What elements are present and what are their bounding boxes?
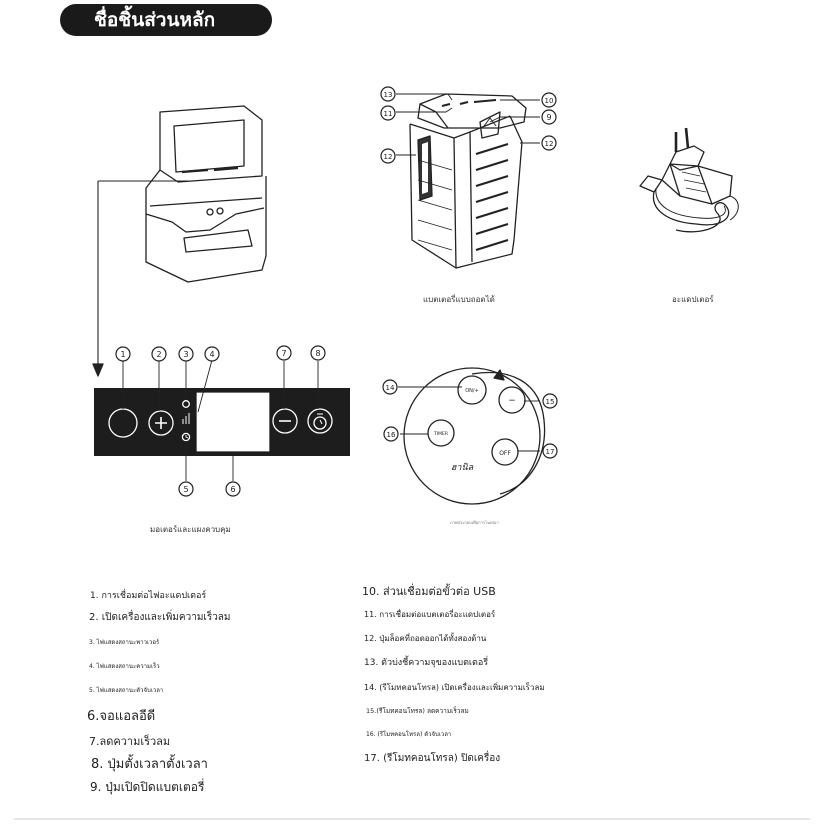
remote-off-label: OFF	[499, 450, 511, 457]
fan-unit-illustration	[146, 106, 266, 282]
callout-8: 8	[315, 349, 321, 358]
list-item-15: 15.(รีโมทคอนโทรล) ลดความเร็วลม	[366, 707, 469, 715]
callout-16: 16	[386, 431, 396, 439]
list-item-8: 8. ปุ่มตั้งเวลาตั้งเวลา	[91, 757, 208, 772]
control-panel-illustration	[94, 388, 350, 456]
list-item-4: 4. ไฟแสดงสถานะความเร็ว	[89, 663, 160, 670]
remote-timer-label: TIMER	[434, 432, 448, 437]
list-item-2: 2. เปิดเครื่องและเพิ่มความเร็วลม	[89, 612, 231, 623]
list-item-12: 12. ปุ่มล็อคที่ถอดออกได้ทั้งสองด้าน	[364, 634, 487, 643]
list-item-7: 7.ลดความเร็วลม	[89, 735, 171, 748]
battery-illustration	[410, 94, 526, 268]
remote-minus-label: −	[508, 396, 516, 406]
adapter-illustration	[640, 128, 738, 232]
callout-6: 6	[230, 485, 236, 494]
section-title: ชื่อชิ้นส่วนหลัก	[60, 4, 272, 36]
remote-on-label: ON/+	[465, 388, 479, 394]
list-item-5: 5. ไฟแสดงสถานะตัวจับเวลา	[89, 687, 164, 694]
callout-10: 10	[544, 97, 554, 105]
callout-9: 9	[546, 113, 552, 122]
callout-17: 17	[545, 448, 555, 456]
list-item-3: 3. ไฟแสดงสถานะพาวเวอร์	[89, 639, 160, 646]
battery-caption: แบตเตอรี่แบบถอดได้	[423, 295, 495, 304]
callout-3: 3	[183, 350, 189, 359]
list-item-13: 13. ตัวบ่งชี้ความจุของแบตเตอรี่	[364, 658, 489, 668]
list-item-9: 9. ปุ่มเปิดปิดแบตเตอรี่	[90, 780, 205, 794]
list-item-14: 14. (รีโมทคอนโทรล) เปิดเครื่องและเพิ่มความเร็วลม	[364, 683, 545, 692]
remote-small-caption: ภาพประกอบเพื่อการโฆษณา	[450, 520, 499, 525]
footer-divider	[14, 818, 810, 820]
motor-panel-caption: มอเตอร์และแผงควบคุม	[150, 525, 231, 534]
list-item-11: 11. การเชื่อมต่อแบตเตอรี่อะแดปเตอร์	[364, 610, 496, 619]
remote-brand-logo: ฮานิล	[450, 463, 474, 473]
callout-2: 2	[156, 350, 162, 359]
list-item-6: 6.จอแอลอีดี	[87, 709, 156, 724]
callout-14: 14	[385, 384, 395, 392]
list-item-17: 17. (รีโมทคอนโทรล) ปิดเครื่อง	[364, 753, 501, 764]
callout-15: 15	[545, 398, 555, 406]
adapter-caption: อะแดปเตอร์	[672, 295, 714, 304]
callout-13: 13	[383, 91, 393, 99]
callout-7: 7	[281, 349, 287, 358]
callout-1: 1	[120, 350, 126, 359]
list-item-1: 1. การเชื่อมต่อไฟอะแดปเตอร์	[90, 591, 207, 601]
callout-5: 5	[183, 485, 189, 494]
callout-12a: 12	[383, 153, 393, 161]
callout-11: 11	[383, 110, 393, 118]
list-item-10: 10. ส่วนเชื่อมต่อขั้วต่อ USB	[362, 585, 496, 598]
callout-12b: 12	[544, 140, 554, 148]
list-item-16: 16. (รีโมทคอนโทรล) ตัวจับเวลา	[366, 731, 452, 738]
callout-4: 4	[209, 350, 215, 359]
